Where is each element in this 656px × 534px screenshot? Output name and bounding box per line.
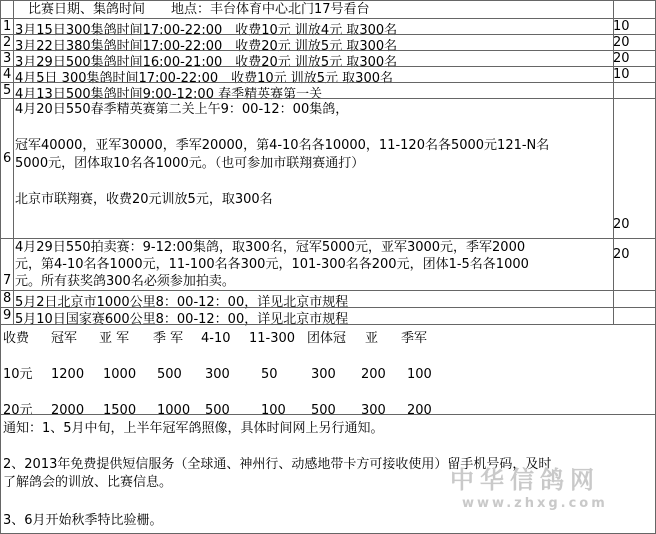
prize-header-row [1,327,643,346]
prize-cell: 300 [311,367,336,382]
row6-line [15,173,613,191]
row-text-cell [13,99,614,238]
row7-line: 元，第4-10名各1000元，11-100名各300元，101-300名各200元，团体1-5名各1000 [15,257,529,272]
row-fee [612,308,656,324]
table-row [1,307,655,327]
site-watermark [450,465,650,525]
row-number: 4 [1,67,14,82]
prize-cell: 1500 [103,403,137,418]
table-row [1,98,655,238]
table-row [1,66,655,86]
row-fee-cell [612,99,656,238]
row7-line: 元。所有获奖鸽300名必须参加拍卖。 [15,274,235,289]
prize-header-cell: 亚 [365,331,379,346]
prize-header-cell: 收费 [3,331,30,346]
prize-header-cell: 4-10 [201,331,231,346]
prize-cell: 1200 [51,367,85,382]
prize-cell: 200 [361,367,386,382]
row-number: 9 [1,308,14,324]
row-fee: 10 [613,67,630,82]
prize-block [1,324,655,418]
notice-line: 通知：1、5月中旬，上半年冠军鸽照像，具体时间网上另行通知。 [3,421,384,436]
prize-cell: 300 [205,367,230,382]
row-text-cell [13,239,614,290]
row6-line: 北京市联翔赛，收费20元训放5元，取300名 [15,192,273,207]
row-number: 2 [1,35,14,50]
prize-cell: 100 [407,367,432,382]
table-row [1,34,655,54]
row-text: 3月29日500集鸽时间16:00-21:00 收费20元 训放5元 取300名 [13,51,614,66]
prize-header-cell: 团体冠 [307,331,347,346]
row-number: 8 [1,291,14,307]
row6-line [15,119,613,137]
prize-cell: 1000 [157,403,191,418]
row6-line: 4月20日550春季精英赛第二关上午9：00-12：00集鸽， [15,102,349,117]
prize-header-cell: 季 军 [153,331,184,346]
row-number: 6 [3,151,12,166]
header-main-cell [13,1,614,18]
prize-cell: 500 [157,367,182,382]
header-end-cell [612,1,656,18]
header-title: 比赛日期、集鸽时间 地点：丰台体育中心北门17号看台 [15,2,370,17]
prize-cell: 300 [361,403,386,418]
row-text: 3月22日380集鸽时间17:00-22:00 收费20元 训放5元 取300名 [13,35,614,50]
prize-cell: 10元 [3,367,33,382]
row6-line: 冠军40000，亚军30000，季军20000，第4-10名各10000，11-120名各5000元121-N名 [15,138,550,153]
prize-cell: 200 [407,403,432,418]
row-fee: 10 [613,19,630,34]
prize-cell: 100 [261,403,286,418]
row-text: 4月5日 300集鸽时间17:00-22:00 收费10元 训放5元 取300名 [13,67,614,82]
prize-header-cell: 冠军 [51,331,78,346]
table-row [1,82,655,102]
table-row [1,238,655,290]
table-row [1,50,655,70]
notice-line: 了解鸽会的训放、比赛信息。 [3,475,173,490]
row-fee: 20 [613,35,630,50]
prize-header-cell: 季军 [401,331,428,346]
row-fee: 20 [613,217,630,232]
prize-cell: 20元 [3,403,33,418]
row-fee [612,291,656,307]
table-row [1,18,655,38]
row-fee: 20 [613,247,630,262]
prize-cell: 2000 [51,403,85,418]
row-fee [612,83,656,98]
row7-line: 4月29日550拍卖赛：9-12:00集鸽，取300名，冠军5000元，亚军3000元，季军2000 [15,240,526,255]
prize-cell: 500 [311,403,336,418]
prize-cell: 1000 [103,367,137,382]
row-text: 5月10日国家赛600公里8：00-12：00，详见北京市规程 [13,308,614,324]
row-fee-cell [612,239,656,290]
prize-cell: 50 [261,367,278,382]
row-number: 5 [1,83,14,98]
watermark-url: www.zhxg.com [462,496,608,511]
row-text: 3月15日300集鸽时间17:00-22:00 收费10元 训放4元 取300名 [13,19,614,34]
row-number: 1 [1,19,14,34]
row6-line: 5000元，团体取10名各1000元。（也可参加市联翔赛通打） [15,156,365,171]
prize-cell: 500 [205,403,230,418]
row6-line [15,209,613,225]
prize-row [1,363,643,382]
prize-header-cell: 11-300 [249,331,296,346]
row-number: 7 [3,273,12,288]
header-row [1,1,655,18]
notice-line: 3、6月开始秋季特比验栅。 [3,513,163,528]
notice-line: 2、2013年免费提供短信服务（全球通、神州行、动感地带卡方可接收使用）留手机号码，及时 [3,457,552,472]
table-row [1,290,655,310]
prize-header-cell: 亚 军 [99,331,130,346]
row-number: 3 [1,51,14,66]
row-fee: 20 [613,51,630,66]
row-text: 4月13日500集鸽时间9:00-12:00 春季精英赛第一关 [13,83,614,98]
row-text: 5月2日北京市1000公里8：00-12：00，详见北京市规程 [13,291,614,307]
watermark-name: 中华信鸽网 [450,466,600,494]
